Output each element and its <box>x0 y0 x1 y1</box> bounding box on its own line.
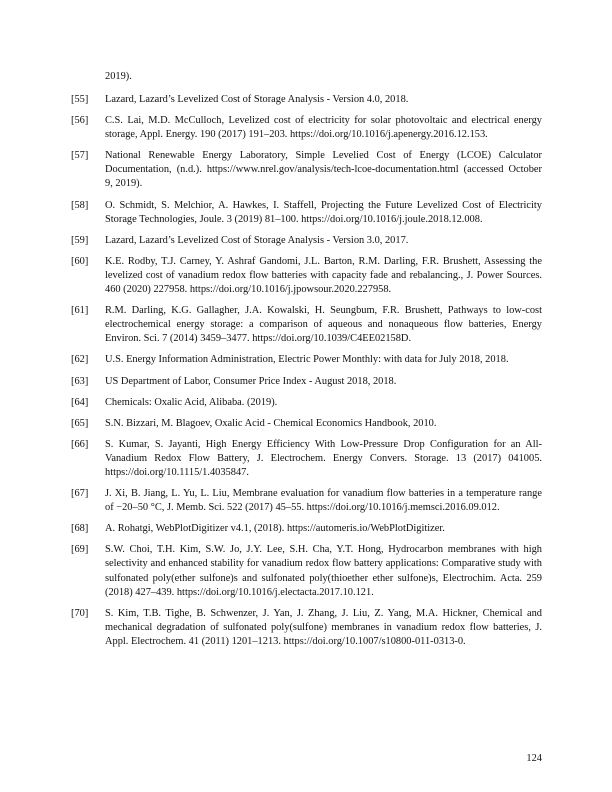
reference-number: [64] <box>71 396 89 408</box>
reference-text: C.S. Lai, M.D. McCulloch, Levelized cost of electricity for solar photovoltaic and electrical energy storage, Appl. Energy. 190 (2017) 191–203. https://doi.org/10.1016/j.apenergy.2016.12.153. <box>105 115 542 141</box>
reference-text: J. Xi, B. Jiang, L. Yu, L. Liu, Membrane evaluation for vanadium flow batteries in a temperature range of −20–50 °C, J. Memb. Sci. 522 (2017) 45–55. https://doi.org/10.1016/j.memsci.2016.09.012. <box>105 488 542 514</box>
reference-item <box>0 417 612 431</box>
reference-text: U.S. Energy Information Administration, Electric Power Monthly: with data for July 2018, 2018. <box>105 354 509 366</box>
reference-item <box>0 543 612 599</box>
reference-number: [70] <box>71 607 89 619</box>
reference-number: [57] <box>71 150 89 162</box>
reference-number: [59] <box>71 234 89 246</box>
reference-text: S.N. Bizzari, M. Blagoev, Oxalic Acid - Chemical Economics Handbook, 2010. <box>105 417 437 429</box>
reference-text: Chemicals: Oxalic Acid, Alibaba. (2019). <box>105 396 278 408</box>
page-number: 124 <box>526 753 542 764</box>
reference-item <box>0 353 612 367</box>
reference-number: [60] <box>71 255 89 267</box>
reference-number: [66] <box>71 438 89 450</box>
reference-item <box>0 199 612 227</box>
reference-number: [61] <box>71 305 89 317</box>
reference-continuation: 2019). <box>105 71 132 82</box>
reference-number: [69] <box>71 544 89 556</box>
reference-number: [68] <box>71 523 89 535</box>
reference-item <box>0 234 612 248</box>
reference-text: Lazard, Lazard’s Levelized Cost of Storage Analysis - Version 4.0, 2018. <box>105 94 409 105</box>
reference-list <box>0 93 612 656</box>
reference-item <box>0 487 612 515</box>
reference-number: [62] <box>71 354 89 366</box>
reference-item <box>0 438 612 480</box>
reference-text: O. Schmidt, S. Melchior, A. Hawkes, I. Staffell, Projecting the Future Levelized Cost of Electricity Storage Technologies, Joule. 3 (2019) 81–100. https://doi.org/10.1016/j.joule.2018.12.008. <box>105 199 542 225</box>
reference-text: S. Kumar, S. Jayanti, High Energy Efficiency With Low-Pressure Drop Configuration for an All-Vanadium Redox Flow Battery, J. Electrochem. Energy Convers. Storage. 13 (2017) 041005. https://doi.org/10.1115/1.4035847. <box>105 438 542 478</box>
reference-text: A. Rohatgi, WebPlotDigitizer v4.1, (2018). https://automeris.io/WebPlotDigitizer. <box>105 523 445 535</box>
reference-item <box>0 255 612 297</box>
reference-item <box>0 304 612 346</box>
reference-item <box>0 93 612 107</box>
reference-item <box>0 149 612 191</box>
reference-item <box>0 114 612 142</box>
reference-number: [67] <box>71 488 89 500</box>
reference-item <box>0 375 612 389</box>
reference-number: [58] <box>71 199 89 211</box>
reference-text: S. Kim, T.B. Tighe, B. Schwenzer, J. Yan, J. Zhang, J. Liu, Z. Yang, M.A. Hickner, Chemical and mechanical degradation of sulfonated poly(sulfone) membranes in vanadium redox flow batteries, J. Appl. Electrochem. 41 (2011) 1201–1213. https://doi.org/10.1007/s10800-011-0313-0. <box>105 607 542 647</box>
reference-text: S.W. Choi, T.H. Kim, S.W. Jo, J.Y. Lee, S.H. Cha, Y.T. Hong, Hydrocarbon membranes with high selectivity and enhanced stability for vanadium redox flow battery applications: Comparative study with sulfonated poly(ether sulfone)s and sulfonated poly(thioether ether sulfone)s, Electrochim. Acta. 259 (2018) 427–439. https://doi.org/10.1016/j.electacta.2017.10.121. <box>105 544 542 598</box>
reference-number: [55] <box>71 94 89 105</box>
reference-number: [56] <box>71 115 89 127</box>
reference-text: National Renewable Energy Laboratory, Simple Levelied Cost of Energy (LCOE) Calculator Documentation, (n.d.). https://www.nrel.gov/analysis/tech-lcoe-documentation.html (accessed October 9, 2019). <box>105 150 542 190</box>
reference-text: US Department of Labor, Consumer Price Index - August 2018, 2018. <box>105 375 397 387</box>
reference-number: [63] <box>71 375 89 387</box>
reference-item <box>0 396 612 410</box>
reference-text: K.E. Rodby, T.J. Carney, Y. Ashraf Gandomi, J.L. Barton, R.M. Darling, F.R. Brushett, Assessing the levelized cost of vanadium redox flow batteries with capacity fade and rebalancing., J. Power Sources. 460 (2020) 227958. https://doi.org/10.1016/j.jpowsour.2020.227958. <box>105 255 542 296</box>
reference-number: [65] <box>71 417 89 429</box>
reference-text: Lazard, Lazard’s Levelized Cost of Storage Analysis - Version 3.0, 2017. <box>105 234 409 246</box>
reference-item <box>0 522 612 536</box>
reference-text: R.M. Darling, K.G. Gallagher, J.A. Kowalski, H. Seungbum, F.R. Brushett, Pathways to low-cost electrochemical energy storage: a comparison of aqueous and nonaqueous flow batteries, Energy Environ. Sci. 7 (2014) 3459–3477. https://doi.org/10.1039/C4EE02158D. <box>105 305 542 345</box>
reference-item <box>0 607 612 649</box>
